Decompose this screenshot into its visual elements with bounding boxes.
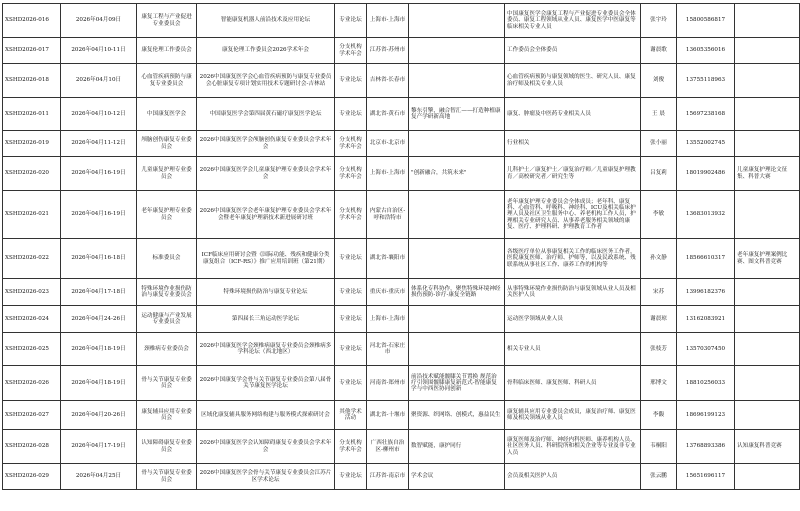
activity-id-cell: XSHD2026-018 bbox=[3, 64, 61, 98]
activity-id-cell: XSHD2026-019 bbox=[3, 131, 61, 157]
organizer-cell: 运动健康与产业发展专业委员会 bbox=[137, 306, 197, 333]
notes-cell bbox=[735, 464, 800, 490]
table-row bbox=[3, 98, 800, 131]
table-row bbox=[3, 366, 800, 401]
theme-cell bbox=[409, 191, 505, 239]
theme-cell bbox=[409, 64, 505, 98]
activity-name-cell: 2026中国康复医学会老年康复护理专业委员会学术年会暨老年康复护理新技术新进展研讨班 bbox=[197, 191, 335, 239]
activity-name-cell: 2026中国康复医学会骨与关节康复专业委员会江苏片区学术论坛 bbox=[197, 464, 335, 490]
contact-person-cell: 孙文静 bbox=[641, 239, 677, 279]
activity-name-cell: 中国康复医学会第四届黄石磁疗康复医学论坛 bbox=[197, 98, 335, 131]
activity-name-cell: 2026中国康复医学会颈椎病康复专业委员会颈椎病多学科论坛（西北地区） bbox=[197, 333, 335, 366]
activity-id-cell: XSHD2026-023 bbox=[3, 279, 61, 306]
contact-person-cell: 韦桐阳 bbox=[641, 430, 677, 464]
contact-person-cell: 李馥 bbox=[641, 401, 677, 430]
theme-cell: 学术会议 bbox=[409, 464, 505, 490]
contact-phone-cell: 13570307450 bbox=[677, 333, 735, 366]
table-row bbox=[3, 191, 800, 239]
contact-phone-cell: 18019902486 bbox=[677, 157, 735, 191]
notes-cell bbox=[735, 131, 800, 157]
activity-type-cell: 专业论坛 bbox=[335, 464, 367, 490]
audience-cell: 康复辅具应用专业委员会成员，康复治疗师、康复医师及相关领域从业人员 bbox=[505, 401, 641, 430]
audience-cell: 相关专业人员 bbox=[505, 333, 641, 366]
activity-date-cell: 2026年04月10-11日 bbox=[61, 38, 137, 64]
activity-id-cell: XSHD2026-021 bbox=[3, 191, 61, 239]
contact-phone-cell: 13683013932 bbox=[677, 191, 735, 239]
activity-id-cell: XSHD2026-024 bbox=[3, 306, 61, 333]
activity-id-cell: XSHD2026-020 bbox=[3, 157, 61, 191]
activity-date-cell: 2026年04月20-26日 bbox=[61, 401, 137, 430]
table-row bbox=[3, 401, 800, 430]
contact-person-cell: 张枝芳 bbox=[641, 333, 677, 366]
location-cell: 内蒙古自治区-呼和浩特市 bbox=[367, 191, 409, 239]
organizer-cell: 康复伦理工作委员会 bbox=[137, 38, 197, 64]
table-row bbox=[3, 333, 800, 366]
notes-cell bbox=[735, 401, 800, 430]
theme-cell: 前沿技术赋能髋膝关节置换 规范治疗引领围髋膝康复新范式-智能康复学与中西医协同创新 bbox=[409, 366, 505, 401]
activity-type-cell: 分支机构学术年会 bbox=[335, 191, 367, 239]
organizer-cell: 认知障碍康复专业委员会 bbox=[137, 430, 197, 464]
contact-person-cell: 刘俊 bbox=[641, 64, 677, 98]
organizer-cell: 颈椎病专业委员会 bbox=[137, 333, 197, 366]
activity-name-cell: 特殊环境损伤防治与康复专业论坛 bbox=[197, 279, 335, 306]
activity-name-cell: 2026中国康复医学会认知障碍康复专业委员会学术年会 bbox=[197, 430, 335, 464]
table-row bbox=[3, 279, 800, 306]
contact-person-cell: 谢晨歌 bbox=[641, 38, 677, 64]
activity-type-cell: 其他学术活动 bbox=[335, 401, 367, 430]
organizer-cell: 康复工程与产业促进专业委员会 bbox=[137, 4, 197, 38]
activity-date-cell: 2026年04月16-18日 bbox=[61, 239, 137, 279]
table-row bbox=[3, 157, 800, 191]
organizer-cell: 特殊环境作业损伤防治与康复专业委员会 bbox=[137, 279, 197, 306]
activity-date-cell: 2026年04月24-26日 bbox=[61, 306, 137, 333]
activity-name-cell: 2026中国康复医学会儿童康复护理专业委员会学术年会 bbox=[197, 157, 335, 191]
activity-date-cell: 2026年04月18-19日 bbox=[61, 333, 137, 366]
audience-cell: 儿科护士／康复护士／康复治疗师／儿童康复护理教育／高校研究者／研究生等 bbox=[505, 157, 641, 191]
contact-phone-cell: 13996182376 bbox=[677, 279, 735, 306]
theme-cell bbox=[409, 4, 505, 38]
notes-cell bbox=[735, 306, 800, 333]
activity-name-cell: 第四届长三角运动医学论坛 bbox=[197, 306, 335, 333]
organizer-cell: 老年康复护理专业委员会 bbox=[137, 191, 197, 239]
organizer-cell: 康复辅具应用专业委员会 bbox=[137, 401, 197, 430]
contact-person-cell: 张宇玲 bbox=[641, 4, 677, 38]
contact-phone-cell: 18810256033 bbox=[677, 366, 735, 401]
activity-date-cell: 2026年04月17-19日 bbox=[61, 430, 137, 464]
table-row bbox=[3, 38, 800, 64]
location-cell: 湖北省-十堰市 bbox=[367, 401, 409, 430]
location-cell: 江苏省-南京市 bbox=[367, 464, 409, 490]
audience-cell: 工作委员会全体委员 bbox=[505, 38, 641, 64]
activity-type-cell: 专业论坛 bbox=[335, 4, 367, 38]
activity-date-cell: 2026年04月11-12日 bbox=[61, 131, 137, 157]
activity-type-cell: 分支机构学术年会 bbox=[335, 430, 367, 464]
theme-cell bbox=[409, 38, 505, 64]
activity-name-cell: 2026中国康复医学会心血管疾病预防与康复专业委员会心脏康复专项计划实用技术专题研讨会-吉林站 bbox=[197, 64, 335, 98]
location-cell: 吉林省-长春市 bbox=[367, 64, 409, 98]
contact-phone-cell: 13162083921 bbox=[677, 306, 735, 333]
audience-cell: 中国康复医学会康复工程与产业促进专业委员会全体委员、康复工程领域从业人员、康复医学中医康复等临床相关专业人员 bbox=[505, 4, 641, 38]
audience-cell: 行业相关 bbox=[505, 131, 641, 157]
audience-cell: 运动医学领域从业人员 bbox=[505, 306, 641, 333]
table-row bbox=[3, 64, 800, 98]
activity-id-cell: XSHD2026-025 bbox=[3, 333, 61, 366]
audience-cell: 老年康复护理专业委员会全体成员；老年科、康复科、心血管科、呼吸科、神经科、ICU及相关临床护理人员及社区卫生服务中心、养老机构工作人员，护理相关专业研究人员、从事养老服务相关领域的康复、医疗、护理科研、护理教育工作者 bbox=[505, 191, 641, 239]
activity-id-cell: XSHD2026-016 bbox=[3, 4, 61, 38]
notes-cell bbox=[735, 279, 800, 306]
activity-date-cell: 2026年04月10-12日 bbox=[61, 98, 137, 131]
theme-cell: 黎东引擎，融合智汇——打造种植康复产学研新高地 bbox=[409, 98, 505, 131]
notes-cell: 老年康复护理案例比赛、图文科普竞赛 bbox=[735, 239, 800, 279]
activity-id-cell: XSHD2026-017 bbox=[3, 38, 61, 64]
theme-cell bbox=[409, 131, 505, 157]
theme-cell: 体系化专科协作，聚焦特殊环境神经损伤预防-诊疗-康复全链路 bbox=[409, 279, 505, 306]
location-cell: 上海市-上海市 bbox=[367, 306, 409, 333]
audience-cell: 骨科临床医师、康复医师、科研人员 bbox=[505, 366, 641, 401]
notes-cell bbox=[735, 191, 800, 239]
activity-type-cell: 分支机构学术年会 bbox=[335, 38, 367, 64]
activity-id-cell: XSHD2026-027 bbox=[3, 401, 61, 430]
activity-type-cell: 专业论坛 bbox=[335, 333, 367, 366]
activity-type-cell: 专业论坛 bbox=[335, 239, 367, 279]
organizer-cell: 颅脑创伤康复专业委员会 bbox=[137, 131, 197, 157]
contact-person-cell: 吕复莉 bbox=[641, 157, 677, 191]
activity-id-cell: XSHD2026-022 bbox=[3, 239, 61, 279]
notes-cell bbox=[735, 64, 800, 98]
table-row bbox=[3, 131, 800, 157]
location-cell: 北京市-北京市 bbox=[367, 131, 409, 157]
organizer-cell: 心血管疾病预防与康复专业委员会 bbox=[137, 64, 197, 98]
activity-date-cell: 2026年04月16-19日 bbox=[61, 157, 137, 191]
location-cell: 江苏省-苏州市 bbox=[367, 38, 409, 64]
contact-phone-cell: 15800586817 bbox=[677, 4, 735, 38]
notes-cell bbox=[735, 366, 800, 401]
location-cell: 上海市-上海市 bbox=[367, 4, 409, 38]
audience-cell: 康复医师及治疗师、神经内科医师、康养机构人员、社区医务人员、科研院所和相关企业等专业及非专业人员 bbox=[505, 430, 641, 464]
theme-cell bbox=[409, 306, 505, 333]
location-cell: 重庆市-重庆市 bbox=[367, 279, 409, 306]
notes-cell bbox=[735, 98, 800, 131]
organizer-cell: 骨与关节康复专业委员会 bbox=[137, 366, 197, 401]
contact-phone-cell: 13768893386 bbox=[677, 430, 735, 464]
activity-schedule-table bbox=[2, 3, 800, 490]
activity-name-cell: 2026中国康复学会骨与关节康复专业委员会第八届骨关节康复医学论坛 bbox=[197, 366, 335, 401]
notes-cell bbox=[735, 38, 800, 64]
audience-cell: 从事特殊环境作业损伤防治与康复领域从业人员及相关医护人员 bbox=[505, 279, 641, 306]
contact-phone-cell: 13552002745 bbox=[677, 131, 735, 157]
activity-date-cell: 2026年04月18-19日 bbox=[61, 366, 137, 401]
activity-type-cell: 专业论坛 bbox=[335, 64, 367, 98]
notes-cell bbox=[735, 333, 800, 366]
contact-phone-cell: 18696199123 bbox=[677, 401, 735, 430]
contact-phone-cell: 13605356016 bbox=[677, 38, 735, 64]
activity-date-cell: 2026年04月16-19日 bbox=[61, 191, 137, 239]
location-cell: 河北省-石家庄市 bbox=[367, 333, 409, 366]
table-body bbox=[3, 4, 800, 490]
notes-cell bbox=[735, 4, 800, 38]
activity-date-cell: 2026年04月10日 bbox=[61, 64, 137, 98]
activity-type-cell: 专业论坛 bbox=[335, 366, 367, 401]
theme-cell: "创新融合，共筑未来" bbox=[409, 157, 505, 191]
activity-type-cell: 分支机构学术年会 bbox=[335, 157, 367, 191]
location-cell: 上海市-上海市 bbox=[367, 157, 409, 191]
activity-id-cell: XSHD2026-011 bbox=[3, 98, 61, 131]
activity-date-cell: 2026年04月17-18日 bbox=[61, 279, 137, 306]
notes-cell: 认知康复科普竞赛 bbox=[735, 430, 800, 464]
audience-cell: 各级医疗单位从事康复相关工作的临床医务工作者，医院康复医师、治疗师、护师等，以及民政系统、残联系统从事社区工作、康养工作的机构等 bbox=[505, 239, 641, 279]
table-row bbox=[3, 4, 800, 38]
contact-person-cell: 张云鹏 bbox=[641, 464, 677, 490]
organizer-cell: 儿童康复护理专业委员会 bbox=[137, 157, 197, 191]
contact-person-cell: 宋苏 bbox=[641, 279, 677, 306]
organizer-cell: 骨与关节康复专业委员会 bbox=[137, 464, 197, 490]
activity-name-cell: 康复伦理工作委员会2026学术年会 bbox=[197, 38, 335, 64]
location-cell: 湖北省-襄阳市 bbox=[367, 239, 409, 279]
table-row bbox=[3, 239, 800, 279]
activity-name-cell: 区域化康复辅具服务网络构建与服务模式探索研讨会 bbox=[197, 401, 335, 430]
table-row bbox=[3, 430, 800, 464]
activity-type-cell: 专业论坛 bbox=[335, 306, 367, 333]
audience-cell: 心血管疾病预防与康复领域的医生、研究人员、康复治疗师及相关专业人员 bbox=[505, 64, 641, 98]
contact-person-cell: 邢博文 bbox=[641, 366, 677, 401]
organizer-cell: 标准委员会 bbox=[137, 239, 197, 279]
activity-name-cell: 智能康复机器人前沿技术及应用论坛 bbox=[197, 4, 335, 38]
notes-cell: 儿童康复护理论文征集、科普大赛 bbox=[735, 157, 800, 191]
table-row bbox=[3, 464, 800, 490]
contact-phone-cell: 15697238168 bbox=[677, 98, 735, 131]
activity-id-cell: XSHD2026-026 bbox=[3, 366, 61, 401]
organizer-cell: 中国康复医学会 bbox=[137, 98, 197, 131]
contact-person-cell: 谢晨琼 bbox=[641, 306, 677, 333]
activity-date-cell: 2026年04月25日 bbox=[61, 464, 137, 490]
activity-type-cell: 专业论坛 bbox=[335, 98, 367, 131]
theme-cell: 数智赋能，康护同行 bbox=[409, 430, 505, 464]
activity-type-cell: 分支机构学术年会 bbox=[335, 131, 367, 157]
theme-cell bbox=[409, 239, 505, 279]
audience-cell: 会员及相关医护人员 bbox=[505, 464, 641, 490]
contact-phone-cell: 13755118963 bbox=[677, 64, 735, 98]
activity-name-cell: 2026中国康复医学会颅脑创伤康复专业委员会学术年会 bbox=[197, 131, 335, 157]
contact-phone-cell: 15651696117 bbox=[677, 464, 735, 490]
activity-id-cell: XSHD2026-029 bbox=[3, 464, 61, 490]
activity-type-cell: 专业论坛 bbox=[335, 279, 367, 306]
location-cell: 河南省-郑州市 bbox=[367, 366, 409, 401]
contact-phone-cell: 18566610317 bbox=[677, 239, 735, 279]
theme-cell: 聚资源、织网络、创模式，惠益民生 bbox=[409, 401, 505, 430]
audience-cell: 康复、肿瘤及中医药专业相关人员 bbox=[505, 98, 641, 131]
location-cell: 湖北省-黄石市 bbox=[367, 98, 409, 131]
contact-person-cell: 王 晨 bbox=[641, 98, 677, 131]
contact-person-cell: 张小丽 bbox=[641, 131, 677, 157]
contact-person-cell: 李敏 bbox=[641, 191, 677, 239]
activity-name-cell: ICF临床应用研讨会暨《国际功能、残疾和健康分类康复组合（ICF-RS）》推广应用培训班（第21期） bbox=[197, 239, 335, 279]
table-row bbox=[3, 306, 800, 333]
location-cell: 广西壮族自治区-柳州市 bbox=[367, 430, 409, 464]
activity-id-cell: XSHD2026-028 bbox=[3, 430, 61, 464]
activity-date-cell: 2026年04月09日 bbox=[61, 4, 137, 38]
theme-cell bbox=[409, 333, 505, 366]
